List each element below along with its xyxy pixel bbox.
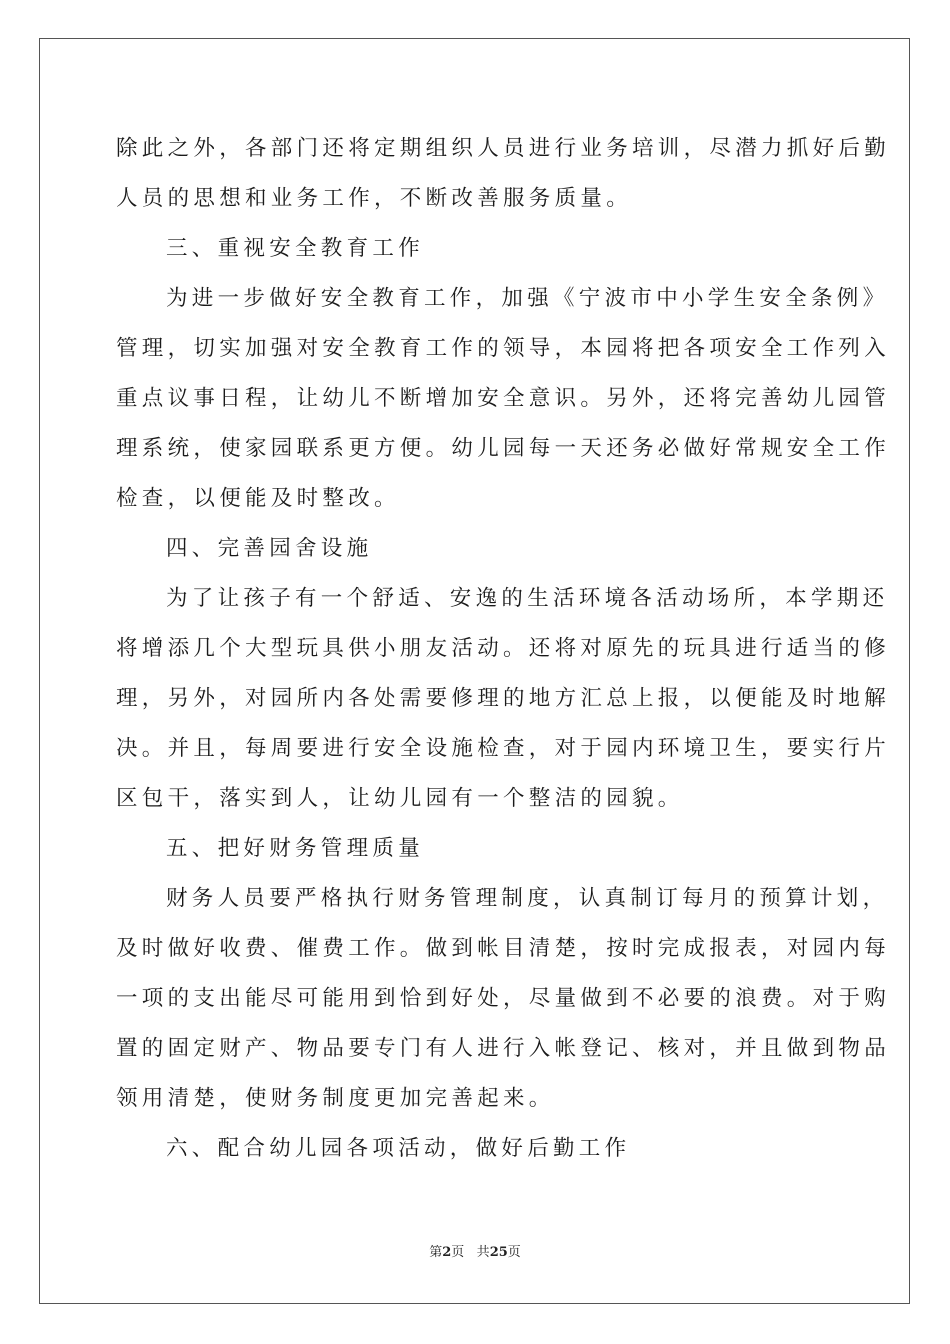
current-page-number: 2 — [442, 1245, 452, 1260]
body-line: 区包干，落实到人，让幼儿园有一个整洁的园貌。 — [116, 786, 684, 811]
section-heading: 四、完善园舍设施 — [166, 536, 373, 561]
body-line: 理系统，使家园联系更方便。幼儿园每一天还务必做好常规安全工作 — [116, 436, 891, 461]
page-suffix: 页 — [451, 1245, 465, 1260]
body-line: 人员的思想和业务工作，不断改善服务质量。 — [116, 186, 633, 211]
section-heading: 三、重视安全教育工作 — [166, 236, 425, 261]
total-prefix: 共 — [476, 1245, 490, 1260]
body-line: 将增添几个大型玩具供小朋友活动。还将对原先的玩具进行适当的修 — [116, 636, 891, 661]
body-line: 领用清楚，使财务制度更加完善起来。 — [116, 1086, 555, 1111]
total-pages-number: 25 — [489, 1245, 508, 1260]
section-heading: 六、配合幼儿园各项活动，做好后勤工作 — [166, 1136, 631, 1161]
body-line: 除此之外，各部门还将定期组织人员进行业务培训，尽潜力抓好后勤 — [116, 136, 891, 161]
body-line: 及时做好收费、催费工作。做到帐目清楚，按时完成报表，对园内每 — [116, 936, 891, 961]
body-line: 置的固定财产、物品要专门有人进行入帐登记、核对，并且做到物品 — [116, 1036, 891, 1061]
body-line: 为进一步做好安全教育工作，加强《宁波市中小学生安全条例》 — [166, 286, 889, 311]
body-line: 重点议事日程，让幼儿不断增加安全意识。另外，还将完善幼儿园管 — [116, 386, 891, 411]
total-suffix: 页 — [507, 1245, 521, 1260]
body-line: 一项的支出能尽可能用到恰到好处，尽量做到不必要的浪费。对于购 — [116, 986, 891, 1011]
body-line: 财务人员要严格执行财务管理制度，认真制订每月的预算计划， — [166, 886, 889, 911]
body-line: 检查，以便能及时整改。 — [116, 486, 400, 511]
document-body — [116, 124, 891, 1174]
section-heading: 五、把好财务管理质量 — [166, 836, 425, 861]
body-line: 决。并且，每周要进行安全设施检查，对于园内环境卫生，要实行片 — [116, 736, 891, 761]
page-footer — [0, 1241, 950, 1260]
body-line: 管理，切实加强对安全教育工作的领导，本园将把各项安全工作列入 — [116, 336, 891, 361]
body-line: 为了让孩子有一个舒适、安逸的生活环境各活动场所，本学期还 — [166, 586, 889, 611]
page-prefix: 第 — [429, 1245, 443, 1260]
body-line: 理，另外，对园所内各处需要修理的地方汇总上报，以便能及时地解 — [116, 686, 891, 711]
